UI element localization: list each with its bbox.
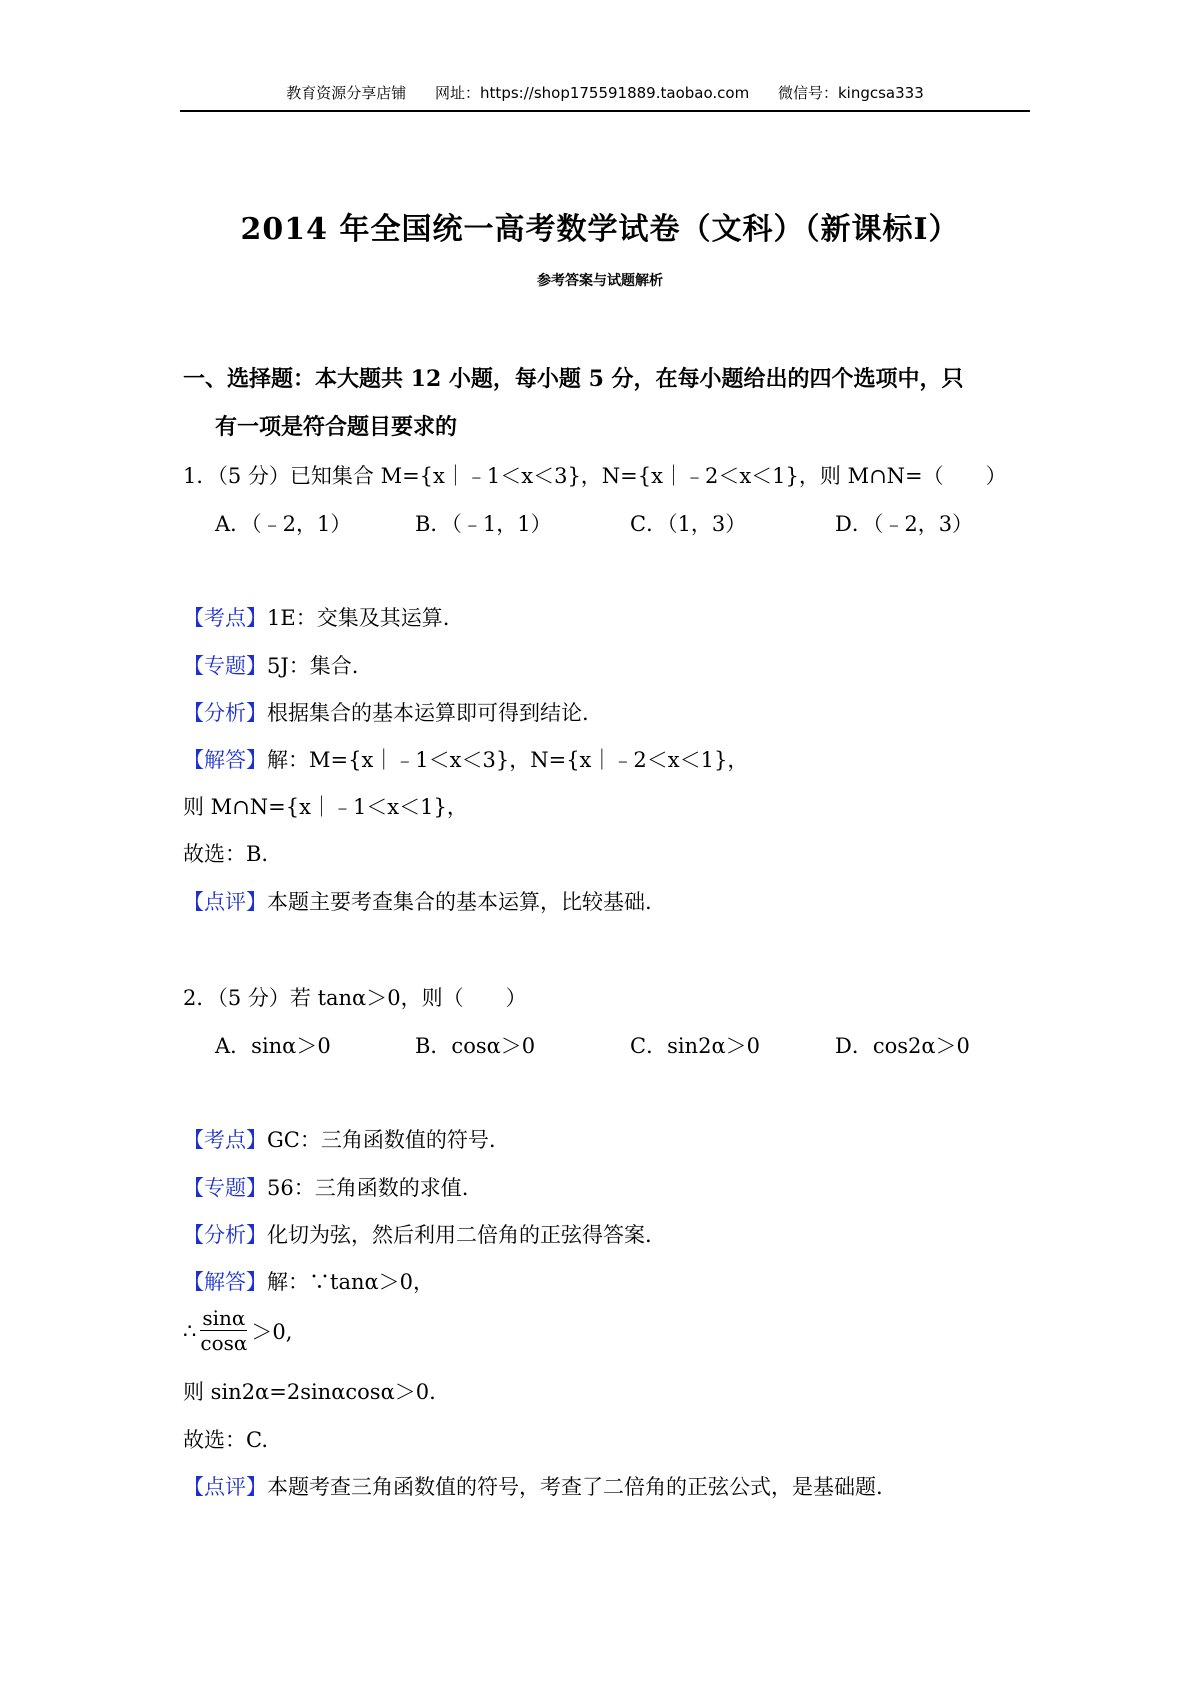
- q1-option-d: D．（﹣2，3）: [835, 512, 974, 536]
- page-title: 2014 年全国统一高考数学试卷（文科）（新课标Ⅰ）: [240, 212, 960, 247]
- q1-kaodian: [183, 602, 449, 632]
- q2-step3: 则 sin2α=2sinαcosα＞0.: [183, 1380, 436, 1404]
- q1-fenxi-tag: 【分析】: [183, 701, 267, 725]
- q1-zhuanti-tag: 【专题】: [183, 654, 267, 678]
- header-divider: [180, 110, 1030, 112]
- page-header: [180, 82, 1030, 103]
- q2-option-a: A．sinα＞0: [215, 1034, 331, 1058]
- section-heading-line1: 一、选择题：本大题共 12 小题，每小题 5 分，在每小题给出的四个选项中，只: [183, 366, 964, 392]
- q2-choose: 故选：C.: [183, 1428, 268, 1452]
- q1-option-b: B．（﹣1，1）: [415, 512, 552, 536]
- sin-over-cos-fraction: [198, 1306, 249, 1355]
- therefore-symbol: ∴: [183, 1318, 197, 1343]
- q2-fenxi: [183, 1219, 652, 1249]
- q2-jieda: [183, 1266, 434, 1296]
- q2-fenxi-text: 化切为弦，然后利用二倍角的正弦得答案.: [267, 1223, 652, 1247]
- q1-kaodian-text: 1E：交集及其运算.: [267, 606, 450, 630]
- q2-dianping-tag: 【点评】: [183, 1475, 267, 1499]
- header-shop: 教育资源分享店铺: [286, 84, 407, 102]
- q1-jieda: [183, 744, 748, 774]
- q1-step2: 则 M∩N={x｜﹣1＜x＜1}，: [183, 795, 468, 819]
- q2-dianping: [183, 1471, 883, 1501]
- q1-choose: 故选：B.: [183, 842, 269, 866]
- q1-dianping-tag: 【点评】: [183, 890, 267, 914]
- q1-option-a: A．（﹣2，1）: [215, 512, 352, 536]
- q2-kaodian-tag: 【考点】: [183, 1128, 267, 1152]
- q2-zhuanti-tag: 【专题】: [183, 1176, 267, 1200]
- q2-kaodian-text: GC：三角函数值的符号.: [267, 1128, 496, 1152]
- q2-option-b: B．cosα＞0: [415, 1034, 536, 1058]
- q2-zhuanti: [183, 1172, 468, 1202]
- header-wechat: 微信号：kingcsa333: [777, 84, 924, 102]
- q1-jieda-text: 解：M={x｜﹣1＜x＜3}，N={x｜﹣2＜x＜1}，: [267, 748, 749, 772]
- q2-stem: 2．（5 分）若 tanα＞0，则（ ）: [183, 986, 527, 1010]
- q1-stem: 1．（5 分）已知集合 M={x｜﹣1＜x＜3}，N={x｜﹣2＜x＜1}，则 M∩N=（ ）: [183, 464, 1007, 488]
- fraction-denominator: cosα: [200, 1331, 248, 1355]
- q1-option-c: C．（1，3）: [630, 512, 747, 536]
- q1-zhuanti-text: 5J：集合.: [267, 654, 359, 678]
- section-heading-line2: 有一项是符合题目要求的: [215, 414, 458, 440]
- q2-option-c: C．sin2α＞0: [630, 1034, 760, 1058]
- fraction-comparison: ＞0,: [251, 1319, 293, 1344]
- q1-dianping-text: 本题主要考查集合的基本运算，比较基础.: [267, 890, 652, 914]
- q2-dianping-text: 本题考查三角函数值的符号，考查了二倍角的正弦公式，是基础题.: [267, 1475, 883, 1499]
- q2-jieda-tag: 【解答】: [183, 1270, 267, 1294]
- q2-fenxi-tag: 【分析】: [183, 1223, 267, 1247]
- fraction-numerator: sinα: [202, 1306, 246, 1330]
- q2-option-d: D．cos2α＞0: [835, 1034, 970, 1058]
- q2-fraction-line: [183, 1306, 292, 1355]
- q1-jieda-tag: 【解答】: [183, 748, 267, 772]
- q1-fenxi-text: 根据集合的基本运算即可得到结论.: [267, 701, 589, 725]
- q2-kaodian: [183, 1124, 496, 1154]
- q1-kaodian-tag: 【考点】: [183, 606, 267, 630]
- q2-zhuanti-text: 56：三角函数的求值.: [267, 1176, 469, 1200]
- header-url: 网址：https://shop175591889.taobao.com: [435, 84, 750, 102]
- q2-jieda-text: 解：∵tanα＞0，: [267, 1270, 435, 1294]
- q1-zhuanti: [183, 650, 358, 680]
- q1-dianping: [183, 886, 652, 916]
- page-subtitle: 参考答案与试题解析: [537, 273, 663, 289]
- q1-fenxi: [183, 697, 589, 727]
